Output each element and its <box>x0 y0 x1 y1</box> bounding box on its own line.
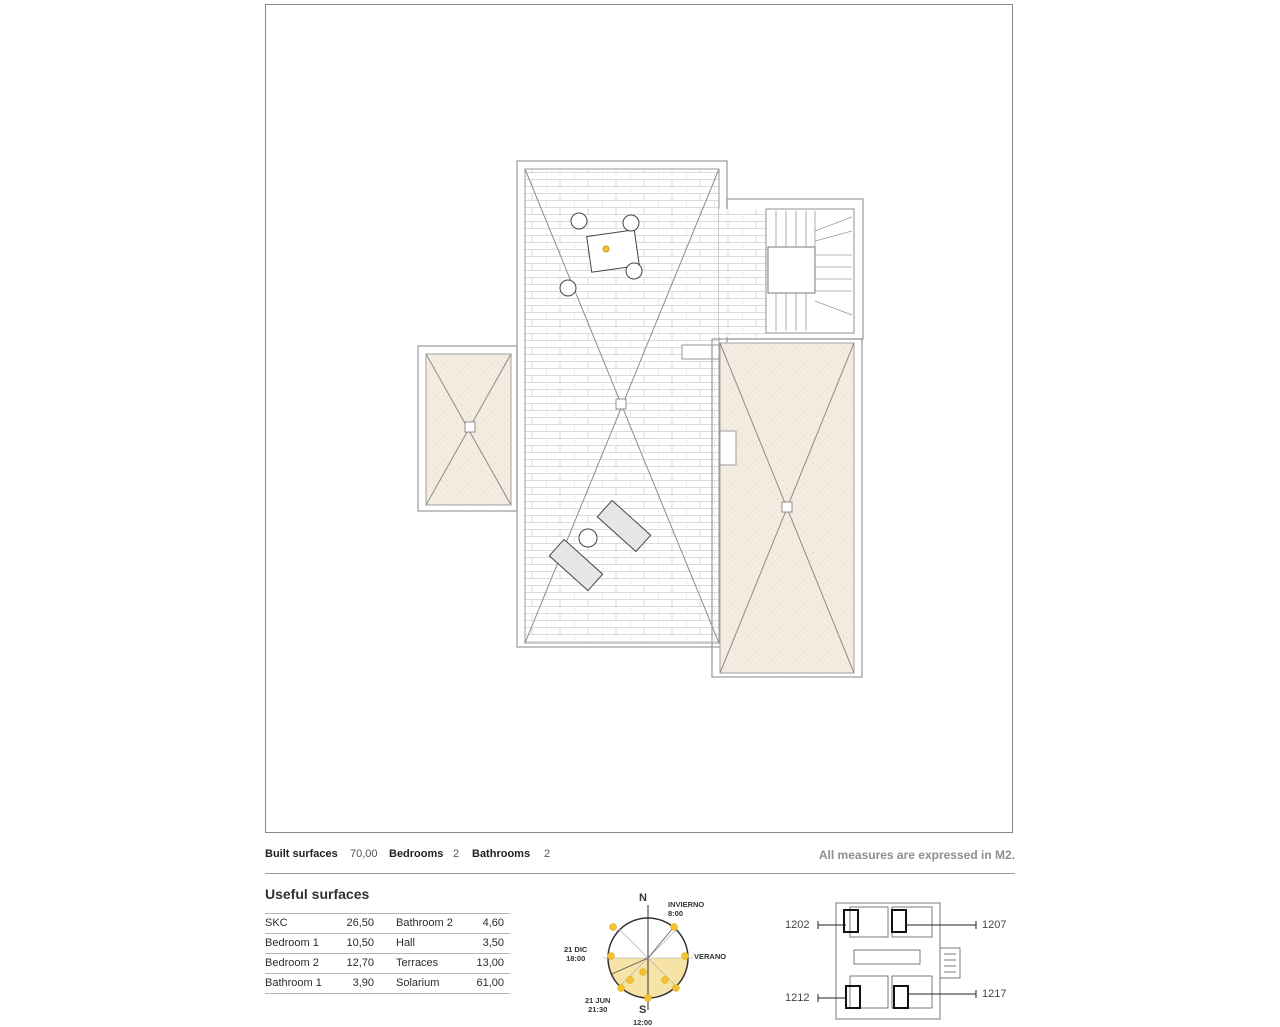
room-area: 10,50 <box>346 937 374 949</box>
invierno-text: INVIERNO <box>668 900 705 909</box>
room-area: 3,50 <box>482 937 504 949</box>
table-row <box>265 953 510 973</box>
built-surfaces-value: 70,00 <box>350 848 378 860</box>
bedrooms-value: 2 <box>453 848 460 860</box>
bedrooms-label: Bedrooms <box>389 848 444 860</box>
site-keyplan-drawing <box>780 898 1020 1024</box>
table-row <box>265 933 510 953</box>
dic-text: 21 DIC <box>564 945 588 954</box>
unit-label: 1207 <box>982 919 1007 931</box>
room-name: Bathroom 1 <box>265 977 322 989</box>
invierno-label <box>668 900 704 918</box>
room-name: Hall <box>396 937 415 949</box>
unit-label: 1202 <box>785 919 810 931</box>
room-area: 26,50 <box>346 917 374 929</box>
room-area: 12,70 <box>346 957 374 969</box>
jun-label <box>585 996 610 1014</box>
south-label: S <box>639 1004 647 1016</box>
room-name: SKC <box>265 917 288 929</box>
useful-surfaces-table <box>265 913 510 994</box>
key-plan <box>780 898 1020 1024</box>
room-name: Bathroom 2 <box>396 917 453 929</box>
room-name: Bedroom 2 <box>265 957 319 969</box>
room-area: 61,00 <box>476 977 504 989</box>
dic-time: 18:00 <box>566 954 586 963</box>
roof-plan-drawing <box>266 5 1014 834</box>
bathrooms-label: Bathrooms <box>472 848 531 860</box>
table-row <box>265 973 510 994</box>
sun-orientation-diagram <box>555 890 745 1027</box>
invierno-time: 8:00 <box>668 909 684 918</box>
surface-summary <box>265 846 1015 874</box>
unit-label: 1217 <box>982 988 1007 1000</box>
north-label: N <box>639 892 647 904</box>
right-drain-icon <box>782 502 792 512</box>
table-row <box>265 913 510 933</box>
measures-note: All measures are expressed in M2. <box>818 848 1015 862</box>
jun-time: 21:30 <box>588 1005 608 1014</box>
drain-icon <box>616 399 626 409</box>
room-name: Terraces <box>396 957 439 969</box>
room-area: 13,00 <box>476 957 504 969</box>
useful-surfaces-title: Useful surfaces <box>265 886 370 902</box>
room-name: Solarium <box>396 977 440 989</box>
unit-label: 1212 <box>785 992 810 1004</box>
room-area: 4,60 <box>482 917 504 929</box>
bathrooms-value: 2 <box>544 848 551 860</box>
verano-label: VERANO <box>694 952 727 961</box>
room-area: 3,90 <box>352 977 374 989</box>
built-surfaces-label: Built surfaces <box>265 848 338 860</box>
room-name: Bedroom 1 <box>265 937 319 949</box>
floor-plan-frame <box>265 4 1013 833</box>
jun-text: 21 JUN <box>585 996 611 1005</box>
noon-label: 12:00 <box>633 1018 653 1027</box>
left-drain-icon <box>465 422 475 432</box>
dic-label <box>564 945 587 963</box>
